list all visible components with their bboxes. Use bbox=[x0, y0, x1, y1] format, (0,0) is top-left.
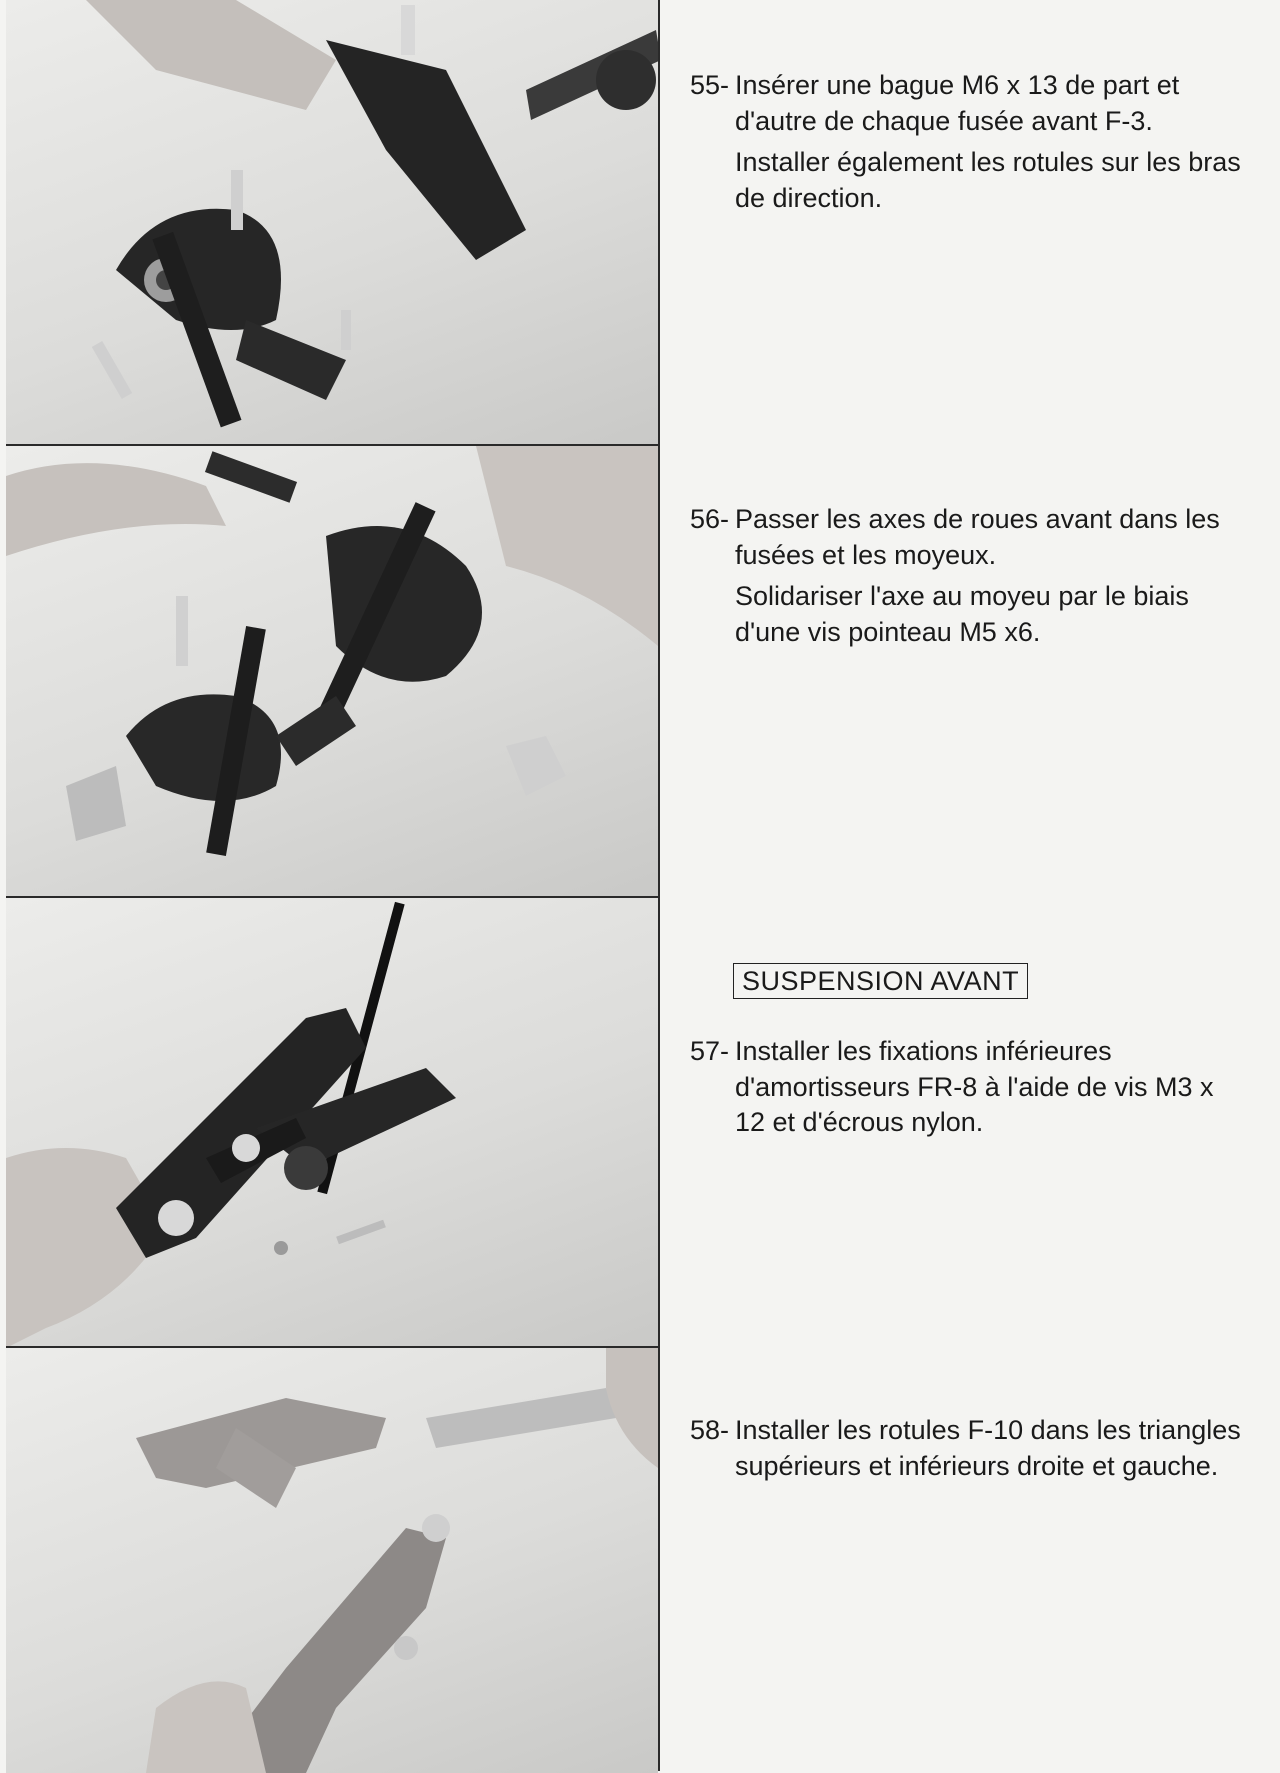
photo-step-55 bbox=[6, 0, 658, 444]
section-title: SUSPENSION AVANT bbox=[733, 963, 1028, 999]
step-56 bbox=[690, 502, 1250, 657]
step-55 bbox=[690, 68, 1250, 223]
step-text: Installer les fixations inférieures d'amortisseurs FR-8 à l'aide de vis M3 x 12 et d'écrous nylon. bbox=[735, 1036, 1214, 1138]
step-number: 56- bbox=[690, 504, 730, 534]
step-text: Installer également les rotules sur les bras de direction. bbox=[735, 147, 1241, 213]
step-number: 58- bbox=[690, 1415, 730, 1445]
step-number: 55- bbox=[690, 70, 730, 100]
photo-step-57 bbox=[6, 896, 658, 1348]
step-number: 57- bbox=[690, 1036, 730, 1066]
step-text: Installer les rotules F-10 dans les triangles supérieurs et inférieurs droite et gauche. bbox=[735, 1415, 1241, 1481]
step-57 bbox=[690, 1034, 1250, 1147]
photo-step-58 bbox=[6, 1346, 658, 1773]
step-58 bbox=[690, 1413, 1250, 1490]
step-text: Passer les axes de roues avant dans les fusées et les moyeux. bbox=[735, 504, 1220, 570]
step-text: Insérer une bague M6 x 13 de part et d'autre de chaque fusée avant F-3. bbox=[735, 70, 1180, 136]
step-text: Solidariser l'axe au moyeu par le biais d'une vis pointeau M5 x6. bbox=[735, 581, 1189, 647]
photo-step-56 bbox=[6, 444, 658, 898]
